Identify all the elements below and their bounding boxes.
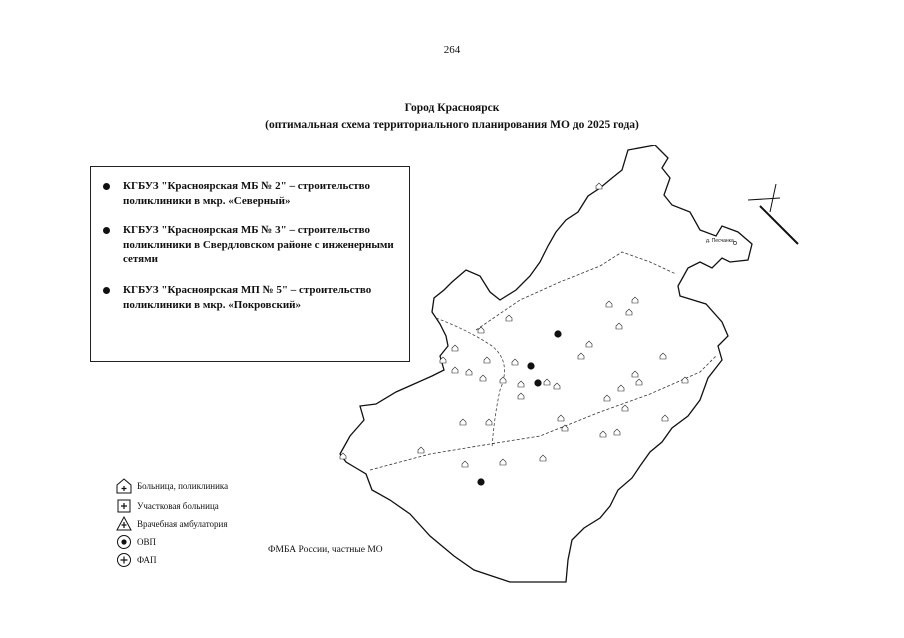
- hospital-icon: [340, 453, 346, 459]
- hospital-icon: [622, 405, 628, 411]
- road-east: [760, 206, 798, 244]
- symbol-label: Больница, поликлиника: [137, 481, 229, 491]
- city-map: [335, 145, 805, 590]
- hospital-icon: [452, 367, 458, 373]
- hospital-icon: [562, 425, 568, 431]
- symbol-label: ФАП: [137, 555, 157, 565]
- fap-icon: [115, 552, 133, 568]
- legend-entry-text: КГБУЗ "Красноярская МБ № 2" – строительство поликлиники в мкр. «Северный»: [123, 180, 370, 207]
- legend-entry-text: КГБУЗ "Красноярская МП № 5" – строительство поликлиники в мкр. «Покровский»: [123, 284, 372, 311]
- hospital-icon: [632, 297, 638, 303]
- hospital-icon: [618, 385, 624, 391]
- new-clinic-dot: [534, 379, 541, 386]
- hospital-icon: [518, 381, 524, 387]
- hospital-icon: [478, 327, 484, 333]
- hospital-icon: [418, 447, 424, 453]
- hospital-icon: [462, 461, 468, 467]
- ovp-icon: [115, 534, 133, 550]
- symbol-label: Врачебная амбулатория: [137, 519, 228, 529]
- city-boundary: [340, 145, 752, 582]
- ambulatory-icon: [115, 516, 133, 532]
- new-clinic-dot: [527, 362, 534, 369]
- symbol-label: ОВП: [137, 537, 157, 547]
- hospital-icon: [554, 383, 560, 389]
- district-hospital-icon: [115, 498, 133, 514]
- hospital-icon: [506, 315, 512, 321]
- hospital-icon: [596, 183, 602, 189]
- hospital-icon: [558, 415, 564, 421]
- hospital-icon: [636, 379, 642, 385]
- page-number: 264: [443, 44, 461, 56]
- hospital-icon: [614, 429, 620, 435]
- hospital-icon: [540, 455, 546, 461]
- hospital-icon: [606, 301, 612, 307]
- hospital-icon: [600, 431, 606, 437]
- place-label: д. Песчанка: [706, 238, 734, 244]
- hospital-icon: [518, 393, 524, 399]
- hospital-icon: [115, 478, 133, 494]
- hospital-icon: [484, 357, 490, 363]
- hospital-icon: [544, 379, 550, 385]
- hospital-icon: [578, 353, 584, 359]
- hospital-icon: [500, 377, 506, 383]
- hospital-icon: [466, 369, 472, 375]
- hospital-icon: [512, 359, 518, 365]
- map-title-line1: Город Красноярск: [404, 102, 500, 114]
- hospital-icon: [586, 341, 592, 347]
- hospital-icon: [452, 345, 458, 351]
- symbol-label: Участковая больница: [137, 501, 219, 511]
- hospital-icon: [486, 419, 492, 425]
- new-clinic-dot: [477, 478, 484, 485]
- hospital-icon: [500, 459, 506, 465]
- black-dot-icon: [103, 183, 110, 190]
- hospital-icon: [662, 415, 668, 421]
- hospital-icon: [660, 353, 666, 359]
- hospital-icon: [632, 371, 638, 377]
- hospital-icon: [604, 395, 610, 401]
- facility-markers: [340, 183, 688, 467]
- black-dot-icon: [103, 227, 110, 234]
- footnote: ФМБА России, частные МО: [268, 545, 383, 555]
- legend-entry-text: КГБУЗ "Красноярская МБ № 3" – строительство поликлиники в Свердловском районе с инженерными сетями: [123, 224, 394, 265]
- hospital-icon: [616, 323, 622, 329]
- new-clinic-dot: [554, 330, 561, 337]
- map-title-line2: (оптимальная схема территориального планирования МО до 2025 года): [265, 119, 639, 131]
- settlement-icon: [733, 241, 736, 244]
- road-east-2: [748, 198, 780, 200]
- black-dot-icon: [103, 287, 110, 294]
- hospital-icon: [480, 375, 486, 381]
- map-title: [0, 100, 904, 134]
- hospital-icon: [626, 309, 632, 315]
- hospital-icon: [460, 419, 466, 425]
